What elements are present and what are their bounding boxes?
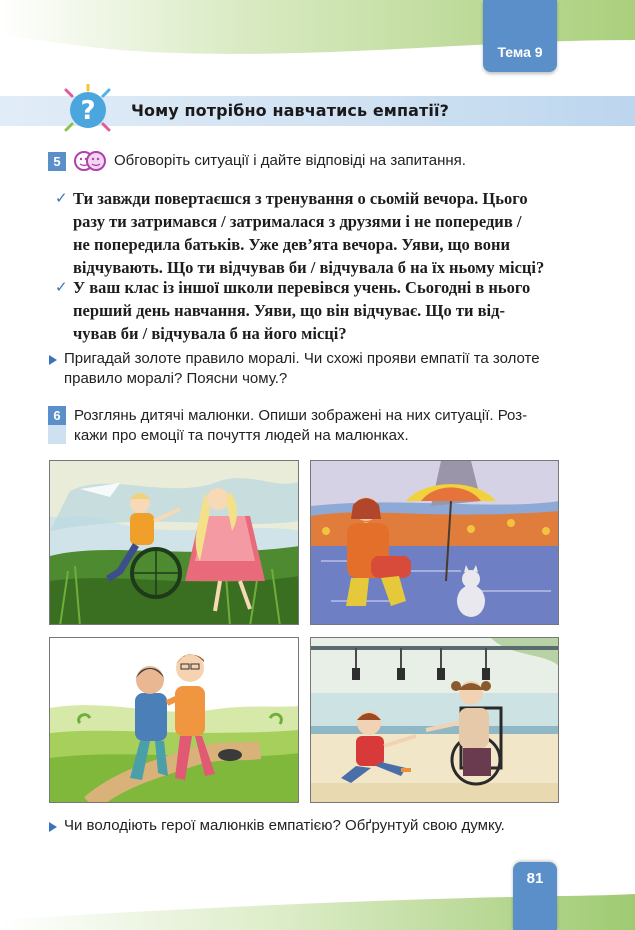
task-6-number: 6 (48, 406, 66, 425)
task-6-instruction (74, 406, 564, 446)
scenario-2 (73, 276, 563, 345)
triangle-bullet-icon (49, 822, 57, 832)
instruction-line: Розглянь дитячі малюнки. Опиши зображені на них ситуації. Роз- (74, 407, 528, 424)
scenario-1 (73, 187, 563, 279)
task-6-question: Чи володіють герої малюнків емпатією? Обґрунтуй свою думку. (64, 817, 505, 834)
question-line: Пригадай золоте правило моралі. Чи схожі прояви емпатії та золоте (64, 350, 540, 367)
scenario-1-line: не попередила батьків. Уже дев’ята вечора. Уяви, що вони (73, 235, 510, 254)
drawing-girl-umbrella-cat (310, 460, 559, 625)
scenario-2-line: чував би / відчувала б на його місці? (73, 324, 347, 343)
instruction-line: кажи про емоції та почуття людей на малюнках. (74, 427, 409, 444)
triangle-bullet-icon (49, 355, 57, 365)
drawing-helping-friend (49, 637, 299, 803)
scenario-2-line: перший день навчання. Уяви, що він відчуває. Що ти від- (73, 301, 505, 320)
scenario-1-line: разу ти затримався / затрималася з друзями і не попередив / (73, 212, 522, 231)
drawing-wheelchair-friends (49, 460, 299, 625)
check-icon: ✓ (55, 278, 68, 296)
svg-text:?: ? (80, 96, 96, 126)
task-5-question (64, 349, 564, 389)
lesson-title: Чому потрібно навчатись емпатії? (131, 101, 449, 120)
pair-discussion-icon (74, 148, 106, 174)
page-number-tab (513, 862, 557, 930)
question-icon (62, 84, 114, 136)
question-line: правило моралі? Поясни чому.? (64, 370, 288, 387)
theme-tab (483, 0, 557, 72)
page-number: 81 (526, 870, 544, 887)
theme-label: Тема 9 (497, 44, 543, 60)
check-icon: ✓ (55, 189, 68, 207)
scenario-2-line: У ваш клас із іншої школи перевівся учень. Сьогодні в нього (73, 278, 531, 297)
drawing-wheelchair-girl-helps (310, 637, 559, 803)
scenario-1-line: відчувають. Що ти відчував би / відчувала б на їх ньому місці? (73, 258, 545, 277)
task-5-number: 5 (48, 152, 66, 171)
scenario-1-line: Ти завжди повертаєшся з тренування о сьомій вечора. Цього (73, 189, 528, 208)
task-5-instruction: Обговоріть ситуації і дайте відповіді на запитання. (114, 152, 466, 169)
